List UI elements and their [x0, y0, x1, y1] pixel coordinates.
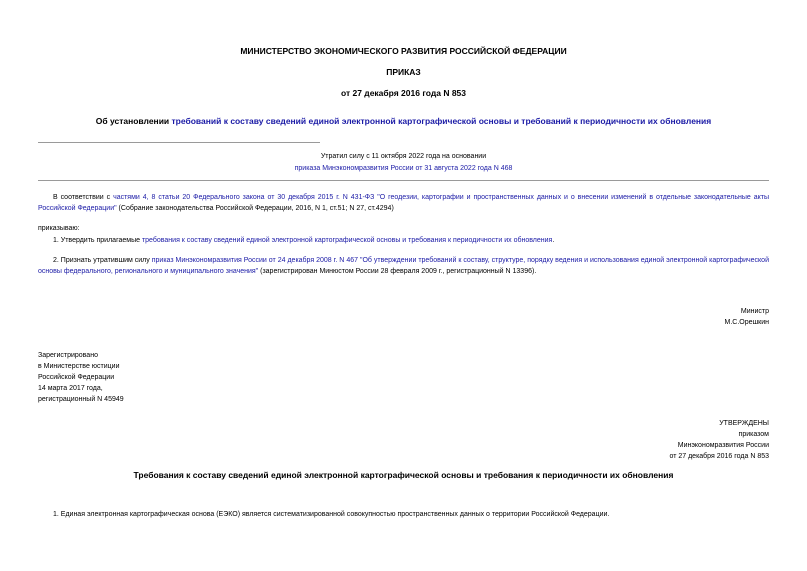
- signature-position: Министр: [740, 308, 769, 315]
- approval-line: приказом: [738, 431, 769, 438]
- item-2-prefix: 2. Признать утратившим силу: [53, 257, 152, 264]
- paragraph-1: 1. Единая электронная картографическая основа (ЕЭКО) является систематизированной совокупностью пространственных данных о территории Российской Федерации.: [53, 511, 610, 518]
- requirements-title: Требования к составу сведений единой электронной картографической основы и требования к периодичности их обновления: [133, 470, 674, 480]
- registration-line: Российской Федерации: [38, 374, 115, 381]
- registration-block: [38, 350, 124, 405]
- approval-line: Минэкономразвития России: [677, 442, 769, 449]
- registration-line: Зарегистрировано: [38, 352, 98, 359]
- intro-suffix: (Собрание законодательства Российской Федерации, 2016, N 1, ст.51; N 27, ст.4294): [116, 205, 394, 212]
- approval-line: от 27 декабря 2016 года N 853: [669, 453, 769, 460]
- requirements-link[interactable]: требования к составу сведений единой электронной картографической основы и требования к периодичности их обновления: [141, 237, 553, 244]
- registration-line: 14 марта 2017 года,: [38, 385, 103, 392]
- registration-line: в Министерстве юстиции: [38, 363, 120, 370]
- status-line: Утратил силу с 11 октября 2022 года на основании: [320, 153, 487, 160]
- doc-type-heading: ПРИКАЗ: [386, 67, 421, 77]
- orders-word: приказываю:: [38, 225, 80, 232]
- intro-prefix: В соответствии с: [53, 194, 114, 201]
- item-1: [38, 235, 769, 246]
- intro-paragraph: [38, 192, 769, 214]
- old-order-link[interactable]: приказ Минэкономразвития России от 24 декабря 2008 г. N 467 "Об утверждении требований к составу, структуре, порядку ведения и использования единой электронной картографической основы федерального, регионального и муниципального значения": [38, 257, 769, 275]
- ministry-heading: МИНИСТЕРСТВО ЭКОНОМИЧЕСКОГО РАЗВИТИЯ РОССИЙСКОЙ ФЕДЕРАЦИИ: [240, 46, 567, 56]
- item-2-suffix: (зарегистрирован Минюстом России 28 февраля 2009 г., регистрационный N 13396).: [258, 268, 537, 275]
- doc-title: [0, 116, 807, 126]
- law-link[interactable]: частями 4, 8 статьи 20 Федерального закона от 30 декабря 2015 г. N 431-ФЗ "О геодезии, картографии и пространственных данных и о внесении изменений в отдельные законодательные акты Российской Федерации": [38, 194, 770, 212]
- status-bottom-divider: [38, 180, 769, 181]
- registration-line: регистрационный N 45949: [38, 396, 124, 403]
- status-top-divider: [38, 142, 320, 143]
- item-2: [38, 255, 769, 277]
- approval-line: УТВЕРЖДЕНЫ: [719, 420, 769, 427]
- item-1-suffix: .: [552, 237, 555, 244]
- approval-block: [669, 418, 769, 462]
- item-1-prefix: 1. Утвердить прилагаемые: [53, 237, 142, 244]
- signature-block: [725, 306, 769, 328]
- repeal-order-link[interactable]: приказа Минэкономразвития России от 31 августа 2022 года N 468: [294, 165, 513, 172]
- doc-title-link[interactable]: требований к составу сведений единой электронной картографической основы и требований к периодичности их обновления: [171, 116, 712, 126]
- doc-date-number: от 27 декабря 2016 года N 853: [340, 88, 467, 98]
- doc-title-prefix: Об установлении: [95, 116, 172, 126]
- signature-name: М.С.Орешкин: [724, 319, 769, 326]
